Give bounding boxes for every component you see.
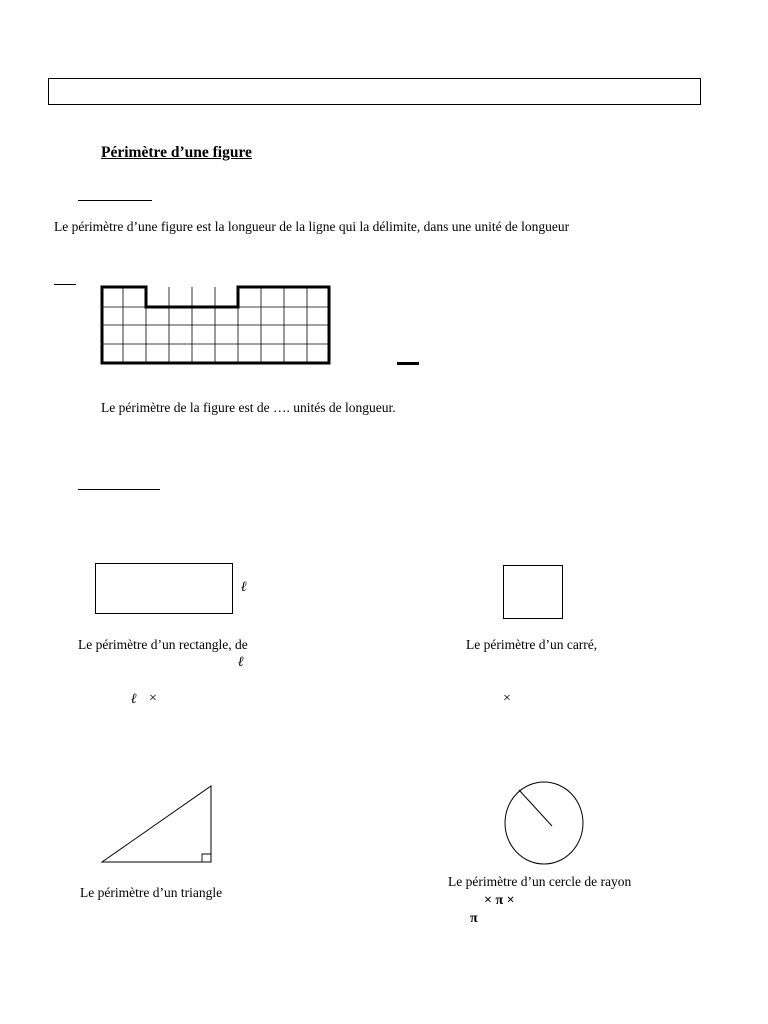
section-rule-definition [78,200,152,201]
grid-perimeter-sentence: Le périmètre de la figure est de …. unités de longueur. [101,400,396,415]
square-formula-times: × [503,691,511,706]
circle-shape [502,779,588,869]
definition-text: Le périmètre d’une figure est la longueur de la ligne qui la délimite, dans une unité de longueur [54,219,570,234]
grid-figure [100,285,332,365]
rectangle-formula-symbol: ℓ [131,691,137,707]
unit-dash [397,362,419,365]
circle-formula: × π × [484,893,515,908]
example-marker-dash [54,284,76,285]
grid-lines [102,287,329,363]
rectangle-caption-symbol: ℓ [238,654,244,670]
triangle-shape [100,784,214,866]
circle-caption: Le périmètre d’un cercle de rayon [448,874,632,889]
right-angle-mark [202,854,211,862]
square-shape [503,565,563,619]
rectangle-shape [95,563,233,614]
circle-radius-line [519,790,552,826]
rectangle-formula-times: × [149,691,157,706]
rectangle-width-symbol: ℓ [241,579,247,595]
header-box [48,78,701,105]
page-title: Périmètre d’une figure [101,144,252,161]
square-caption: Le périmètre d’un carré, [466,637,598,652]
section-rule-formulas [78,489,160,490]
circle-pi-symbol: π [470,911,478,926]
rectangle-caption: Le périmètre d’un rectangle, de [78,637,248,652]
triangle-caption: Le périmètre d’un triangle [80,885,223,900]
